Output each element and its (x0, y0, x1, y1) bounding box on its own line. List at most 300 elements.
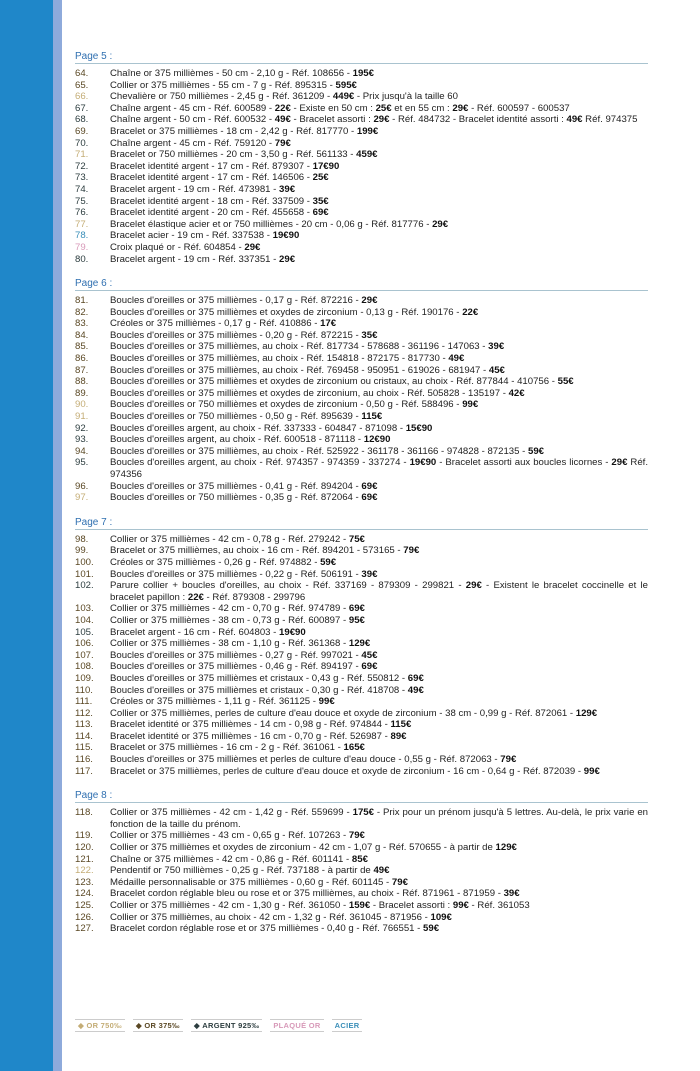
item-description (110, 68, 648, 80)
item-price: 199€ (356, 125, 379, 137)
item-text: Médaille personnalisable or 375 millièmes - 0,60 g - Réf. 601145 - (110, 876, 392, 888)
item-price: 175€ (352, 807, 374, 819)
list-item (75, 696, 648, 708)
page-section (75, 51, 648, 265)
item-description (110, 650, 648, 662)
item-number: 122. (75, 865, 94, 877)
item-price: 89€ (390, 730, 407, 742)
item-text: Bracelet identité or 375 millièmes - 14 cm - 0,98 g - Réf. 974844 - (110, 719, 391, 731)
item-text: Chaîne or 375 millièmes - 42 cm - 0,86 g - Réf. 601141 - (110, 853, 352, 865)
item-description (110, 754, 648, 766)
item-number: 64. (75, 68, 89, 79)
item-text: Boucles d'oreilles or 375 millièmes et cristaux - 0,43 g - Réf. 550812 - (110, 672, 408, 684)
list-item (75, 854, 648, 866)
item-number: 73. (75, 172, 89, 184)
item-text: - Bracelet assorti : (290, 114, 374, 126)
item-description (110, 446, 648, 458)
item-number: 97. (75, 492, 89, 504)
list-item (75, 534, 648, 546)
list-item (75, 912, 648, 924)
item-number: 120. (75, 842, 94, 854)
item-price: 39€ (361, 568, 378, 580)
item-text: Boucles d'oreilles or 750 millièmes - 0,50 g - Réf. 895639 - (110, 411, 362, 423)
item-description (110, 318, 648, 330)
list-item (75, 638, 648, 650)
item-price: 449€ (332, 91, 355, 103)
item-price: 129€ (575, 707, 598, 719)
item-text: Boucles d'oreilles or 750 millièmes - 0,35 g - Réf. 872064 - (110, 492, 362, 504)
item-price: 79€ (274, 137, 291, 149)
item-description (110, 603, 648, 615)
list-item (75, 807, 648, 830)
item-description (110, 685, 648, 697)
item-description (110, 615, 648, 627)
list-item (75, 91, 648, 103)
item-number: 95. (75, 457, 89, 469)
item-description (110, 80, 648, 92)
item-number: 124. (75, 888, 94, 900)
item-description (110, 330, 648, 342)
item-text: - Réf. 361053 (468, 900, 530, 911)
item-number: 111. (75, 696, 93, 708)
item-description (110, 219, 648, 231)
left-blue-margin (0, 0, 53, 1071)
item-price: 39€ (503, 888, 520, 900)
list-item (75, 557, 648, 569)
list-item (75, 742, 648, 754)
item-price: 49€ (373, 865, 390, 877)
item-text: Boucles d'oreilles or 375 millièmes, au choix - Réf. 817734 - 578688 - 361196 - 147063 - (110, 341, 489, 353)
item-price: 29€ (373, 114, 390, 126)
item-text: Créoles or 375 millièmes - 0,26 g - Réf. 974882 - (110, 556, 321, 568)
list-item (75, 708, 648, 720)
item-text: Boucles d'oreilles or 375 millièmes, au choix - Réf. 769458 - 950951 - 619026 - 681947 - (110, 364, 489, 376)
item-text: Bracelet identité argent - 18 cm - Réf. 337509 - (110, 195, 313, 207)
item-number: 65. (75, 79, 89, 91)
item-number: 78. (75, 230, 89, 242)
item-text: et en 55 cm : (391, 102, 453, 114)
legend-acier (332, 1019, 363, 1032)
item-text: Bracelet identité argent - 17 cm - Réf. 146506 - (110, 172, 313, 184)
item-text: - Bracelet assorti : (370, 900, 453, 911)
item-number: 90. (75, 399, 89, 411)
item-price: 39€ (279, 183, 296, 195)
item-text: - Existe en 50 cm : (290, 102, 376, 114)
item-number: 80. (75, 253, 89, 265)
list-item (75, 207, 648, 219)
item-text: Boucles d'oreilles or 375 millièmes - 0,17 g - Réf. 872216 - (110, 295, 362, 307)
item-price: 59€ (320, 556, 337, 568)
item-number: 99. (75, 545, 89, 557)
item-description (110, 196, 648, 208)
list-item (75, 900, 648, 912)
item-text: Collier or 375 millièmes - 42 cm - 0,70 g - Réf. 974789 - (110, 603, 349, 615)
item-text: Bracelet élastique acier et or 750 millièmes - 20 cm - 0,06 g - Réf. 817776 - (110, 218, 433, 230)
legend-label: ARGENT 925‰ (202, 1021, 260, 1030)
item-price: 79€ (391, 876, 408, 888)
item-description (110, 807, 648, 830)
list-item (75, 865, 648, 877)
item-price: 35€ (361, 329, 378, 341)
hand-icon: ◆ (78, 1021, 87, 1030)
item-number: 94. (75, 445, 89, 457)
list-item (75, 149, 648, 161)
item-text: Collier or 375 millièmes - 42 cm - 0,78 g - Réf. 279242 - (110, 533, 349, 545)
item-text: Boucles d'oreilles or 375 millièmes, au choix - Réf. 154818 - 872175 - 817730 - (110, 353, 449, 365)
item-number: 85. (75, 341, 89, 353)
page-heading: Page 5 : (75, 51, 648, 64)
price-list (75, 51, 648, 948)
item-number: 105. (75, 626, 94, 638)
item-price: 49€ (274, 114, 291, 126)
item-description (110, 888, 648, 900)
left-light-margin (53, 0, 62, 1071)
item-description (110, 230, 648, 242)
item-text: Boucles d'oreilles or 375 millièmes - 0,41 g - Réf. 894204 - (110, 480, 362, 492)
list-item (75, 754, 648, 766)
item-description (110, 742, 648, 754)
item-description (110, 661, 648, 673)
item-description (110, 114, 648, 126)
item-price: 459€ (356, 149, 378, 161)
item-description (110, 457, 648, 480)
list-item (75, 580, 648, 603)
item-number: 101. (75, 568, 94, 580)
item-price: 29€ (611, 457, 628, 469)
list-item (75, 423, 648, 435)
item-number: 123. (75, 876, 94, 888)
item-text: Boucles d'oreilles or 375 millièmes et oxydes de zirconium, au choix - Réf. 505828 - 135197 - (110, 387, 509, 399)
item-number: 72. (75, 160, 89, 172)
item-price: 39€ (488, 341, 505, 353)
item-price: 159€ (348, 900, 371, 911)
item-price: 59€ (528, 445, 545, 457)
list-item (75, 888, 648, 900)
item-number: 82. (75, 306, 89, 318)
item-description (110, 923, 648, 935)
item-price: 69€ (361, 492, 378, 504)
item-text: Bracelet argent - 16 cm - Réf. 604803 - (110, 626, 280, 638)
item-description (110, 388, 648, 400)
item-price: 59€ (423, 923, 440, 935)
item-price: 95€ (348, 614, 365, 626)
item-text: Collier or 375 millièmes - 43 cm - 0,65 g - Réf. 107263 - (110, 830, 349, 842)
page-section (75, 790, 648, 935)
item-number: 117. (75, 765, 93, 777)
legend-plaque (270, 1019, 323, 1032)
item-description (110, 376, 648, 388)
item-number: 104. (75, 614, 94, 626)
item-number: 116. (75, 754, 93, 766)
item-text: Boucles d'oreilles argent, au choix - Réf. 974357 - 974359 - 337274 - (110, 457, 410, 469)
item-number: 70. (75, 137, 89, 149)
item-price: 129€ (348, 638, 371, 650)
item-number: 69. (75, 125, 89, 137)
item-text: Collier or 375 millièmes, au choix - 42 cm - 1,32 g - Réf. 361045 - 871956 - (110, 911, 431, 923)
list-item (75, 307, 648, 319)
item-number: 110. (75, 684, 93, 696)
item-text: Chaîne argent - 45 cm - Réf. 600589 - (110, 102, 275, 114)
legend-label: OR 375‰ (144, 1021, 180, 1030)
item-price: 25€ (375, 102, 392, 114)
item-description (110, 830, 648, 842)
list-item (75, 219, 648, 231)
item-description (110, 481, 648, 493)
item-number: 67. (75, 102, 89, 114)
item-text: Bracelet or 375 millièmes, au choix - 16 cm - Réf. 894201 - 573165 - (110, 545, 404, 557)
item-number: 91. (75, 411, 89, 423)
item-description (110, 353, 648, 365)
item-text: - Réf. 484732 - Bracelet identité assorti : (389, 114, 567, 126)
item-description (110, 569, 648, 581)
item-text: Boucles d'oreilles or 375 millièmes et oxydes de zirconium ou cristaux, au choix - Réf. 877844 - 410756 - (110, 376, 558, 388)
item-number: 89. (75, 387, 89, 399)
list-item (75, 399, 648, 411)
head-icon: ◆ (193, 1021, 203, 1030)
item-price: 19€90 (279, 626, 306, 638)
item-number: 79. (75, 241, 89, 253)
list-item (75, 545, 648, 557)
item-price: 22€ (187, 591, 204, 603)
page-section (75, 517, 648, 777)
item-price: 49€ (566, 114, 583, 126)
list-item (75, 492, 648, 504)
list-item (75, 376, 648, 388)
item-price: 99€ (583, 765, 600, 777)
list-item (75, 603, 648, 615)
item-description (110, 912, 648, 924)
item-number: 102. (75, 580, 94, 592)
list-item (75, 365, 648, 377)
item-number: 107. (75, 649, 94, 661)
item-number: 118. (75, 807, 93, 819)
item-number: 86. (75, 353, 89, 365)
item-number: 112. (75, 707, 93, 719)
item-text: Parure collier + boucles d'oreilles, au choix - Réf. 337169 - 879309 - 299821 - (110, 580, 466, 592)
page-heading: Page 8 : (75, 790, 648, 803)
item-price: 79€ (348, 830, 365, 842)
item-price: 49€ (448, 353, 465, 365)
item-text: - Réf. 600597 - 600537 (468, 102, 570, 114)
item-text: Collier or 375 millièmes, perles de culture d'eau douce et oxyde de zirconium - 38 cm - 0,99 g - Réf. 872061 - (110, 707, 576, 719)
item-price: 17€90 (312, 160, 340, 172)
item-text: Bracelet identité or 375 millièmes - 16 cm - 0,70 g - Réf. 526987 - (110, 730, 391, 742)
item-number: 119. (75, 830, 93, 842)
item-description (110, 696, 648, 708)
list-item (75, 353, 648, 365)
item-number: 88. (75, 376, 89, 388)
item-number: 106. (75, 638, 94, 650)
legend-label: PLAQUÉ OR (273, 1021, 321, 1030)
item-text: - Prix pour un prénom jusqu'à 5 lettres. Au-delà, le prix varie en fonction de la taille du prénom. (110, 807, 649, 830)
item-price: 22€ (274, 102, 291, 114)
item-description (110, 91, 648, 103)
item-description (110, 254, 648, 266)
item-price: 45€ (488, 364, 505, 376)
item-number: 98. (75, 533, 89, 545)
item-description (110, 673, 648, 685)
item-number: 92. (75, 422, 89, 434)
item-price: 29€ (361, 295, 378, 307)
item-price: 25€ (312, 172, 329, 184)
item-description (110, 545, 648, 557)
item-text: Chaîne argent - 50 cm - Réf. 600532 - (110, 114, 275, 126)
item-description (110, 865, 648, 877)
item-description (110, 242, 648, 254)
item-text: Croix plaqué or - Réf. 604854 - (110, 241, 245, 253)
item-text: - Bracelet assorti aux boucles licornes - (436, 457, 612, 469)
item-description (110, 731, 648, 743)
item-price: 12€90 (363, 434, 391, 446)
item-number: 113. (75, 719, 93, 731)
item-text: Boucles d'oreilles argent, au choix - Réf. 337333 - 604847 - 871098 - (110, 422, 406, 434)
item-text: Bracelet cordon réglable bleu ou rose et or 375 millièmes, au choix - Réf. 871961 - 871959 - (110, 888, 504, 900)
legend-or750 (75, 1019, 125, 1032)
item-price: 55€ (557, 376, 574, 388)
list-item (75, 230, 648, 242)
item-number: 75. (75, 195, 89, 207)
item-text: Collier or 375 millièmes - 38 cm - 0,73 g - Réf. 600897 - (110, 614, 349, 626)
item-description (110, 423, 648, 435)
item-description (110, 207, 648, 219)
list-item (75, 446, 648, 458)
item-number: 121. (75, 853, 94, 865)
list-item (75, 731, 648, 743)
list-item (75, 830, 648, 842)
item-price: 195€ (352, 68, 374, 79)
item-number: 76. (75, 207, 89, 219)
item-price: 29€ (465, 580, 482, 592)
item-number: 87. (75, 364, 89, 376)
list-item (75, 295, 648, 307)
item-price: 29€ (279, 253, 296, 265)
item-number: 84. (75, 329, 89, 341)
legend-label: ACIER (334, 1021, 360, 1030)
item-number: 81. (75, 295, 89, 307)
item-description (110, 399, 648, 411)
item-price: 42€ (508, 387, 525, 399)
item-price: 19€90 (409, 457, 437, 469)
list-item (75, 615, 648, 627)
page-heading: Page 6 : (75, 278, 648, 291)
item-text: - Réf. 879308 - 299796 (203, 591, 306, 603)
item-number: 93. (75, 434, 89, 446)
item-price: 75€ (348, 533, 365, 545)
item-price: 115€ (361, 411, 383, 423)
list-item (75, 254, 648, 266)
item-description (110, 627, 648, 639)
item-price: 29€ (432, 218, 449, 230)
item-price: 22€ (462, 306, 479, 318)
item-description (110, 719, 648, 731)
item-price: 29€ (244, 241, 261, 253)
item-description (110, 138, 648, 150)
item-text: Boucles d'oreilles or 375 millièmes - 0,27 g - Réf. 997021 - (110, 649, 362, 661)
item-price: 69€ (312, 207, 329, 219)
item-number: 100. (75, 556, 94, 568)
item-description (110, 766, 648, 778)
item-number: 74. (75, 183, 89, 195)
item-text: Boucles d'oreilles or 375 millièmes et perles de culture d'eau douce - 0,55 g - Réf. 872063 - (110, 754, 501, 766)
list-item (75, 126, 648, 138)
item-text: Collier or 375 millièmes et oxydes de zirconium - 42 cm - 1,07 g - Réf. 570655 - à partir de (110, 842, 496, 854)
item-text: Boucles d'oreilles or 375 millièmes et cristaux - 0,30 g - Réf. 418708 - (110, 684, 408, 696)
item-price: 69€ (361, 661, 378, 673)
item-text: Bracelet identité argent - 17 cm - Réf. 879307 - (110, 160, 313, 172)
list-item (75, 842, 648, 854)
item-text: Boucles d'oreilles or 375 millièmes - 0,22 g - Réf. 506191 - (110, 568, 362, 580)
item-price: 109€ (430, 911, 452, 923)
item-number: 66. (75, 91, 89, 103)
item-price: 99€ (452, 900, 469, 911)
item-number: 127. (75, 923, 94, 935)
item-text: Boucles d'oreilles or 375 millièmes et oxydes de zirconium - 0,13 g - Réf. 190176 - (110, 306, 463, 318)
item-description (110, 365, 648, 377)
item-price: 129€ (495, 842, 517, 854)
item-text: Bracelet or 375 millièmes - 16 cm - 2 g - Réf. 361061 - (110, 742, 344, 754)
item-text: Bracelet identité argent - 20 cm - Réf. 455658 - (110, 207, 313, 219)
item-description (110, 172, 648, 184)
item-description (110, 295, 648, 307)
list-item (75, 196, 648, 208)
item-price: 17€ (320, 318, 337, 330)
item-description (110, 341, 648, 353)
list-item (75, 341, 648, 353)
item-price: 85€ (351, 853, 368, 865)
item-text: Créoles or 375 millièmes - 1,11 g - Réf. 361125 - (110, 696, 319, 708)
item-price: 29€ (452, 102, 469, 114)
list-item (75, 172, 648, 184)
list-item (75, 318, 648, 330)
list-item (75, 481, 648, 493)
item-text: Chaîne argent - 45 cm - Réf. 759120 - (110, 137, 275, 149)
list-item (75, 388, 648, 400)
material-legend (75, 1019, 362, 1032)
item-number: 125. (75, 900, 94, 911)
item-text: Chevalière or 750 millièmes - 2,45 g - Réf. 361209 - (110, 91, 333, 103)
legend-or375 (133, 1019, 183, 1032)
item-price: 49€ (407, 684, 424, 696)
list-item (75, 627, 648, 639)
item-price: 69€ (348, 603, 365, 615)
item-price: 115€ (390, 719, 412, 731)
item-description (110, 149, 648, 161)
item-text: Boucles d'oreilles or 750 millièmes et oxydes de zirconium - 0,50 g - Réf. 588496 - (110, 399, 463, 411)
item-number: 77. (75, 218, 89, 230)
list-item (75, 138, 648, 150)
item-price: 165€ (343, 742, 365, 754)
item-price: 35€ (312, 195, 329, 207)
item-text: Bracelet acier - 19 cm - Réf. 337538 - (110, 230, 273, 242)
item-price: 99€ (462, 399, 479, 411)
list-item (75, 923, 648, 935)
legend-label: OR 750‰ (86, 1021, 122, 1030)
list-item (75, 114, 648, 126)
item-price: 15€90 (405, 422, 433, 434)
item-price: 79€ (403, 545, 420, 557)
item-text: Bracelet or 375 millièmes, perles de culture d'eau douce et oxyde de zirconium - 16 cm - 0,64 g - Réf. 872039 - (110, 765, 584, 777)
item-price: 19€90 (272, 230, 300, 242)
item-number: 109. (75, 672, 94, 684)
item-text: Réf. 974375 (582, 114, 638, 126)
item-text: Pendentif or 750 millièmes - 0,25 g - Réf. 737188 - à partir de (110, 865, 374, 877)
item-description (110, 557, 648, 569)
item-number: 108. (75, 661, 94, 673)
list-item (75, 80, 648, 92)
list-item (75, 434, 648, 446)
item-description (110, 161, 648, 173)
item-price: 595€ (335, 79, 357, 91)
